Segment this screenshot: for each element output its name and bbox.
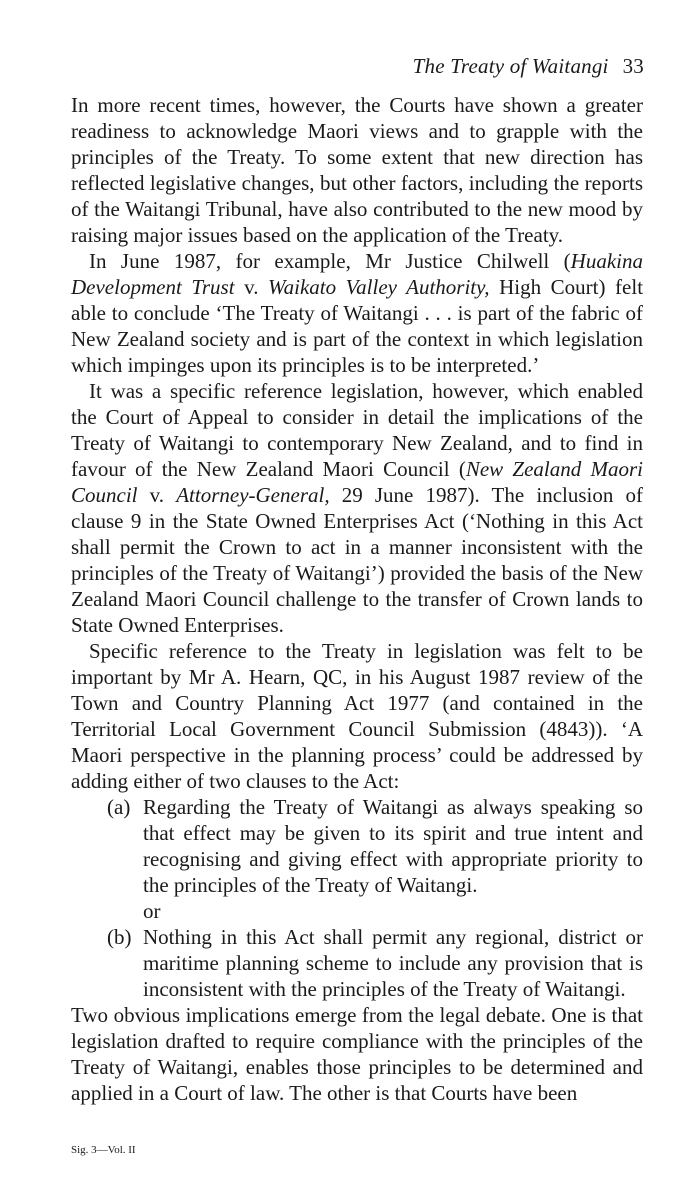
clause-a xyxy=(71,794,643,898)
p2-case-party-1: Huakina Development Trust xyxy=(71,249,643,299)
p2-text-a: In June 1987, for example, Mr Justice Chilwell ( xyxy=(89,249,571,273)
clause-separator-or: or xyxy=(143,899,161,923)
clause-b-text: Nothing in this Act shall permit any regional, district or maritime planning scheme to include any provision that is inconsistent with the principles of the Treaty of Waitangi. xyxy=(143,925,643,1001)
paragraph-2 xyxy=(71,248,643,378)
clause-a-label: (a) xyxy=(107,795,131,819)
paragraph-1: In more recent times, however, the Courts have shown a greater readiness to acknowledge Maori views and to grapple with the principles of the Treaty. To some extent that new direction has reflected legislative changes, but other factors, including the reports of the Waitangi Tribunal, have also contributed to the new mood by raising major issues based on the application of the Treaty. xyxy=(71,93,643,247)
clause-b-label: (b) xyxy=(107,925,132,949)
p2-text-b: High Court) felt able to conclude ‘The Treaty of Waitangi . . . is part of the fabric of New Zealand society and is part of the context in which legislation which impinges upon its principles is to be interpreted.’ xyxy=(71,275,644,377)
clause-a-text: Regarding the Treaty of Waitangi as always speaking so that effect may be given to its spirit and true intent and recognising and giving effect with appropriate priority to the principles of the Treaty of Waitangi. xyxy=(143,795,643,897)
paragraph-5: Two obvious implications emerge from the legal debate. One is that legislation drafted to require compliance with the principles of the Treaty of Waitangi, enables those principles to be determined and applied in a Court of law. The other is that Courts have been xyxy=(71,1003,643,1105)
p3-text-b: 29 June 1987). The inclusion of clause 9 in the State Owned Enterprises Act (‘Nothing in this Act shall permit the Crown to act in a manner inconsistent with the principles of the Treaty of Waitangi’) provided the basis of the New Zealand Maori Council challenge to the transfer of Crown lands to State Owned Enterprises. xyxy=(71,483,643,637)
running-title: The Treaty of Waitangi xyxy=(412,54,609,78)
page-number: 33 xyxy=(622,54,644,78)
p2-case-party-2: Waikato Valley Authority, xyxy=(268,275,490,299)
p3-text-a: It was a specific reference legislation, however, which enabled the Court of Appeal to consider in detail the implications of the Treaty of Waitangi to contemporary New Zealand, and to find in favour of the New Zealand Maori Council ( xyxy=(71,379,643,481)
p3-case-party-1: New Zealand Maori Council xyxy=(71,457,644,507)
body-text xyxy=(71,92,643,1106)
p3-case-party-2: Attorney-General, xyxy=(176,483,330,507)
p2-versus: v. xyxy=(234,275,269,299)
clause-b xyxy=(71,924,643,1002)
p3-versus: v. xyxy=(137,483,177,507)
paragraph-4: Specific reference to the Treaty in legislation was felt to be important by Mr A. Hearn, QC, in his August 1987 review of the Town and Country Planning Act 1977 (and contained in the Territorial Local Government Council Submission (4843)). ‘A Maori perspective in the planning process’ could be addressed by adding either of two clauses to the Act: xyxy=(71,639,643,793)
running-header xyxy=(413,54,644,79)
signature-mark: Sig. 3—Vol. II xyxy=(71,1144,136,1156)
paragraph-3 xyxy=(71,378,643,638)
